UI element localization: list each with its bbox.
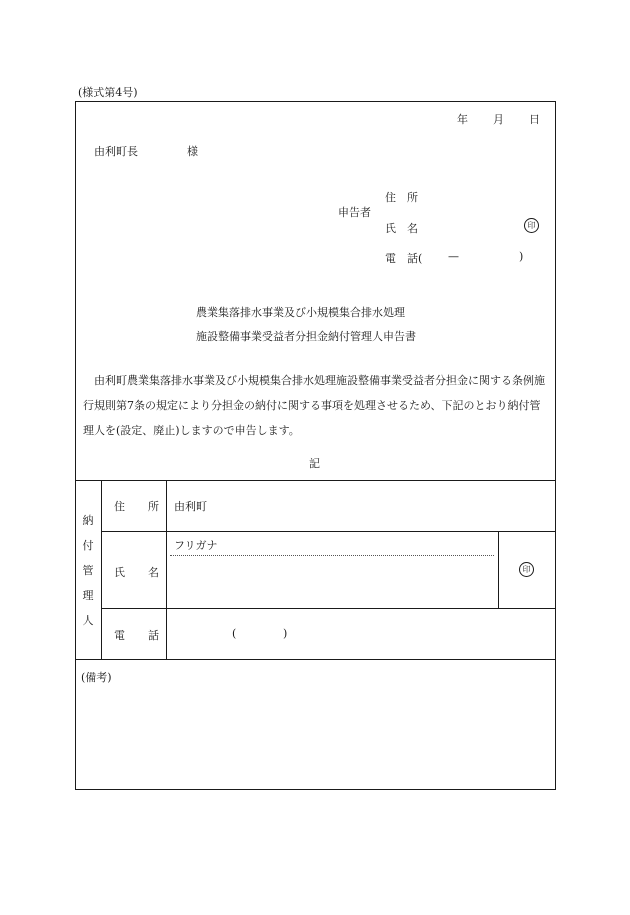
addressee-honorific: 様 [187,145,198,158]
table-seal [519,562,534,577]
table-vline-seal [498,531,499,608]
table-phone-open: ( [232,627,237,640]
applicant-phone-close: ) [519,250,524,263]
table-bottom-border [75,659,556,660]
table-address-value: 由利町 [174,500,207,513]
title-line-1: 農業集落排水事業及び小規模集合排水処理 [196,306,405,319]
furigana-divider [170,555,494,556]
table-vline-group [101,480,102,659]
body-text: 由利町農業集落排水事業及び小規模集合排水処理施設整備事業受益者分担金に関する条例施行規則第7条の規定により分担金の納付に関する事項を処理させるため、下記のとおり納付管理人を(設定、廃止)しますので申告します。 [83,374,545,437]
table-group-label: 納 付 管 理 人 [82,514,94,627]
date-year: 年 [457,113,468,126]
table-furigana-label: フリガナ [174,539,218,552]
table-row-divider-1 [101,531,556,532]
title-line-2: 施設整備事業受益者分担金納付管理人申告書 [196,330,416,343]
table-phone-close: ) [283,627,288,640]
addressee-name: 由利町長 [94,145,138,158]
table-vline-label [166,480,167,659]
table-top-border [75,480,556,481]
table-address-label: 住 所 [114,500,159,513]
applicant-seal [524,218,539,233]
date-day: 日 [529,113,540,126]
seal-icon: 印 [519,562,534,577]
applicant-address-label: 住 所 [385,191,418,204]
table-name-label: 氏 名 [114,566,159,579]
remarks-label: (備考) [81,671,112,684]
date-month: 月 [493,113,504,126]
applicant-label: 申告者 [338,206,371,219]
applicant-phone-label: 電 話( [385,252,423,265]
form-number: (様式第4号) [78,86,138,99]
table-row-divider-2 [101,608,556,609]
form-frame [75,101,556,790]
table-phone-label: 電 話 [114,629,159,642]
applicant-phone-dash: — [448,250,459,263]
ki-mark: 記 [309,457,320,470]
seal-icon: 印 [524,218,539,233]
applicant-name-label: 氏 名 [385,222,418,235]
